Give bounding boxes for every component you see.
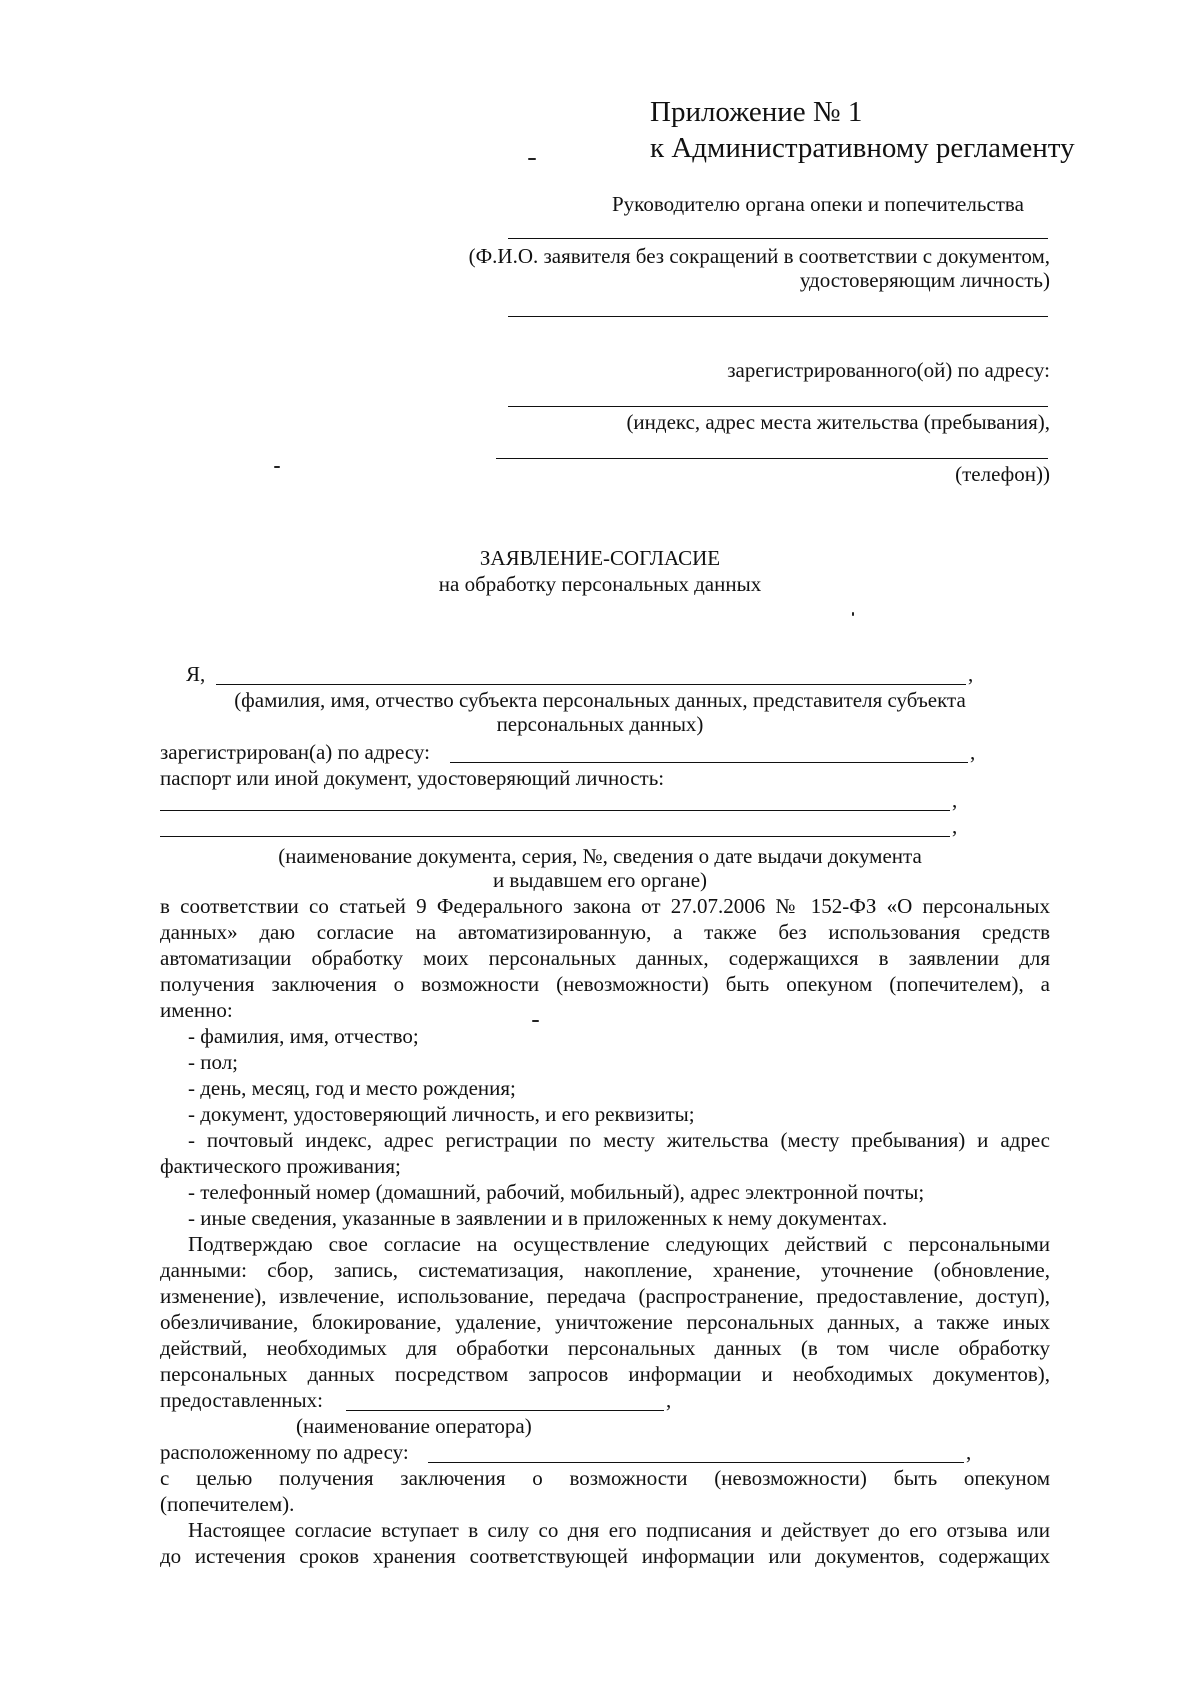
comma-4: ,	[952, 814, 958, 838]
applicant-name-line	[508, 238, 1048, 239]
comma-1: ,	[968, 662, 974, 686]
provided-label: предоставленных:	[160, 1388, 323, 1412]
list-item: - пол;	[188, 1050, 239, 1074]
p2-line: действий, необходимых для обработки персональных данных (в том числе обработку	[160, 1336, 1050, 1360]
p1-last-line: именно:	[160, 998, 233, 1022]
fio-hint-2: удостоверяющим личность)	[799, 268, 1050, 292]
scan-speck	[274, 466, 280, 468]
subject-hint-2: персональных данных)	[496, 712, 704, 736]
list-item: - документ, удостоверяющий личность, и его реквизиты;	[188, 1102, 695, 1126]
list-item: - фамилия, имя, отчество;	[188, 1024, 419, 1048]
i-label: Я,	[186, 662, 206, 686]
p2-line: обезличивание, блокирование, удаление, уничтожение персональных данных, а также иных	[160, 1310, 1050, 1334]
passport-line-1	[160, 810, 950, 811]
scan-speck	[528, 158, 536, 160]
comma-3: ,	[952, 788, 958, 812]
p2-line: изменение), извлечение, использование, передача (распространение, предоставление, доступ),	[160, 1284, 1050, 1308]
subject-name-line	[216, 684, 966, 685]
doc-hint-2: и выдавшем его органе)	[492, 868, 708, 892]
applicant-name-line-2	[508, 316, 1048, 317]
passport-line-2	[160, 836, 950, 837]
document-title: ЗАЯВЛЕНИЕ-СОГЛАСИЕ	[479, 546, 721, 570]
list-item: - телефонный номер (домашний, рабочий, мобильный), адрес электронной почты;	[188, 1180, 925, 1204]
applicant-address-line	[508, 406, 1048, 407]
purpose-line: с целью получения заключения о возможности (невозможности) быть опекуном	[160, 1466, 1050, 1490]
appendix-number: Приложение № 1	[650, 96, 863, 128]
regulation-reference: к Административному регламенту	[650, 132, 1075, 164]
comma-5: ,	[666, 1388, 672, 1412]
list-item: - почтовый индекс, адрес регистрации по месту жительства (месту пребывания) и адрес	[188, 1128, 1050, 1152]
registered-at: зарегистрированного(ой) по адресу:	[727, 358, 1050, 382]
fio-hint-1: (Ф.И.О. заявителя без сокращений в соответствии с документом,	[468, 244, 1050, 268]
p1-line: получения заключения о возможности (невозможности) быть опекуном (попечителем), а	[160, 972, 1050, 996]
scan-speck	[532, 1020, 539, 1022]
list-item-continuation: фактического проживания;	[160, 1154, 401, 1178]
operator-line	[346, 1410, 664, 1411]
registered-label: зарегистрирован(а) по адресу:	[160, 740, 430, 764]
p3-line: до истечения сроков хранения соответствующей информации или документов, содержащих	[160, 1544, 1050, 1568]
p1-line: автоматизации обработку моих персональных данных, содержащихся в заявлении для	[160, 946, 1050, 970]
address-hint: (индекс, адрес места жительства (пребывания),	[626, 410, 1050, 434]
phone-hint: (телефон))	[955, 462, 1050, 486]
list-item: - иные сведения, указанные в заявлении и в приложенных к нему документах.	[188, 1206, 888, 1230]
subject-hint-1: (фамилия, имя, отчество субъекта персональных данных, представителя субъекта	[234, 688, 966, 712]
passport-label: паспорт или иной документ, удостоверяющий личность:	[160, 766, 665, 790]
p1-line: данных» даю согласие на автоматизированную, а также без использования средств	[160, 920, 1050, 944]
addressee: Руководителю органа опеки и попечительства	[612, 192, 1024, 216]
p2-line: персональных данных посредством запросов информации и необходимых документов),	[160, 1362, 1050, 1386]
comma-6: ,	[966, 1440, 972, 1464]
purpose-line-2: (попечителем).	[160, 1492, 295, 1516]
operator-address-line	[428, 1462, 964, 1463]
p3-line: Настоящее согласие вступает в силу со дня его подписания и действует до его отзыва или	[188, 1518, 1050, 1542]
located-label: расположенному по адресу:	[160, 1440, 409, 1464]
p2-line: Подтверждаю свое согласие на осуществление следующих действий с персональными	[188, 1232, 1050, 1256]
p2-line: данными: сбор, запись, систематизация, накопление, хранение, уточнение (обновление,	[160, 1258, 1050, 1282]
list-item: - день, месяц, год и место рождения;	[188, 1076, 516, 1100]
applicant-phone-line	[496, 458, 1048, 459]
doc-hint-1: (наименование документа, серия, №, сведения о дате выдачи документа	[278, 844, 922, 868]
scan-speck	[852, 612, 854, 616]
comma-2: ,	[970, 740, 976, 764]
p1-line: в соответствии со статьей 9 Федерального закона от 27.07.2006 № 152-ФЗ «О персональных	[160, 894, 1050, 918]
operator-hint: (наименование оператора)	[296, 1414, 532, 1438]
document-subtitle: на обработку персональных данных	[438, 572, 762, 596]
registered-address-line	[450, 762, 968, 763]
